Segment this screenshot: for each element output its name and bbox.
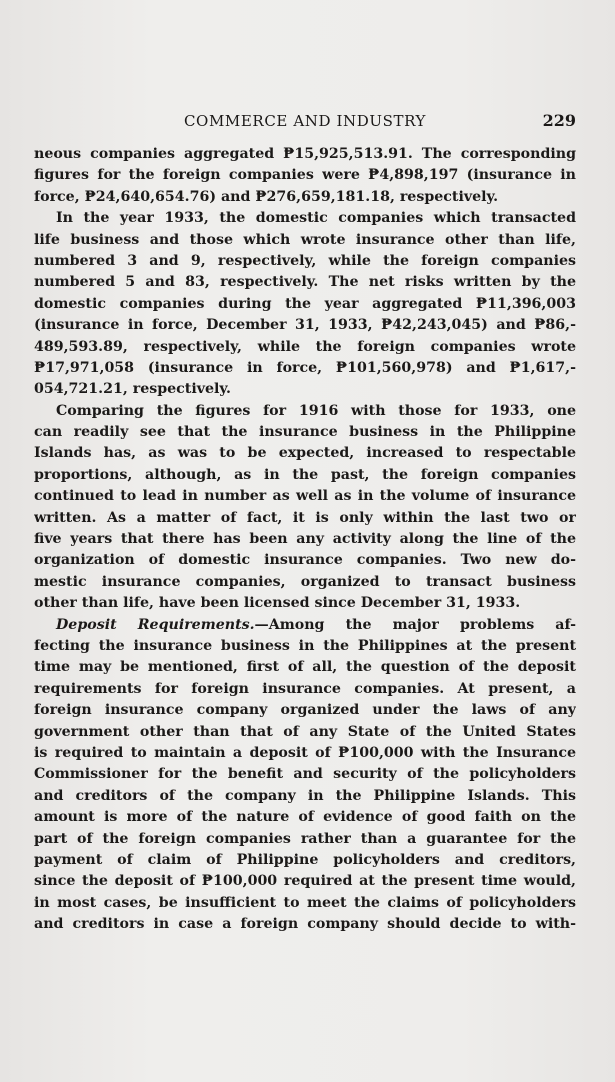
text-line: proportions, although, as in the past, the foreign companies (34, 466, 576, 483)
text-line-rest: —Among the major problems af- (254, 616, 576, 633)
text-line: government other than that of any State of the United States (34, 723, 576, 740)
text-line: other than life, have been licensed since December 31, 1933. (34, 595, 521, 612)
text-line: force, ₱24,640,654.76) and ₱276,659,181.18, respectively. (34, 188, 499, 205)
text-line: figures for the foreign companies were ₱4,898,197 (insurance in (34, 167, 576, 184)
text-line: numbered 5 and 83, respectively. The net risks written by the (34, 274, 576, 291)
text-line: domestic companies during the year aggregated ₱11,396,003 (34, 295, 576, 312)
text-line: in most cases, be insufficient to meet the claims of policyholders (34, 894, 576, 911)
text-line: Commissioner for the benefit and security of the policyholders (34, 766, 576, 783)
text-line: requirements for foreign insurance companies. At present, a (34, 680, 576, 697)
text-line: Comparing the figures for 1916 with those for 1933, one (56, 402, 576, 419)
body-text (34, 144, 576, 935)
page-number: 229 (542, 111, 576, 130)
text-line (34, 615, 576, 636)
text-line: organization of domestic insurance companies. Two new do- (34, 552, 576, 569)
text-line: fecting the insurance business in the Philippines at the present (34, 637, 576, 654)
text-line: numbered 3 and 9, respectively, while the foreign companies (34, 252, 576, 269)
text-line: continued to lead in number as well as in the volume of insurance (34, 488, 576, 505)
text-line: and creditors of the company in the Philippine Islands. This (34, 787, 576, 804)
text-line: 489,593.89, respectively, while the foreign companies wrote (34, 338, 576, 355)
text-line: ₱17,971,058 (insurance in force, ₱101,560,978) and ₱1,617,- (34, 359, 576, 376)
page-header (34, 107, 576, 135)
text-line: 054,721.21, respectively. (34, 381, 231, 398)
running-head: COMMERCE AND INDUSTRY (183, 112, 427, 130)
text-line: time may be mentioned, first of all, the question of the deposit (34, 659, 576, 676)
text-line: and creditors in case a foreign company should decide to with- (34, 916, 576, 933)
section-heading: Deposit Requirements. (56, 616, 255, 633)
text-line: In the year 1933, the domestic companies which transacted (56, 210, 576, 227)
text-line: mestic insurance companies, organized to transact business (34, 573, 576, 590)
text-line: Islands has, as was to be expected, increased to respectable (34, 445, 576, 462)
text-line: foreign insurance company organized under the laws of any (34, 702, 576, 719)
text-line: neous companies aggregated ₱15,925,513.91. The corresponding (34, 146, 576, 162)
text-line: five years that there has been any activity along the line of the (34, 531, 576, 548)
text-line: is required to maintain a deposit of ₱100,000 with the Insurance (34, 744, 576, 761)
text-line: can readily see that the insurance business in the Philippine (34, 424, 576, 441)
text-line: amount is more of the nature of evidence of good faith on the (34, 809, 576, 826)
text-line: life business and those which wrote insurance other than life, (34, 231, 576, 248)
text-line: (insurance in force, December 31, 1933, ₱42,243,045) and ₱86,- (34, 317, 576, 334)
text-line: payment of claim of Philippine policyholders and creditors, (34, 851, 576, 868)
text-line: since the deposit of ₱100,000 required at the present time would, (34, 873, 576, 890)
text-line: written. As a matter of fact, it is only within the last two or (34, 509, 576, 526)
text-line: part of the foreign companies rather than a guarantee for the (34, 830, 576, 847)
